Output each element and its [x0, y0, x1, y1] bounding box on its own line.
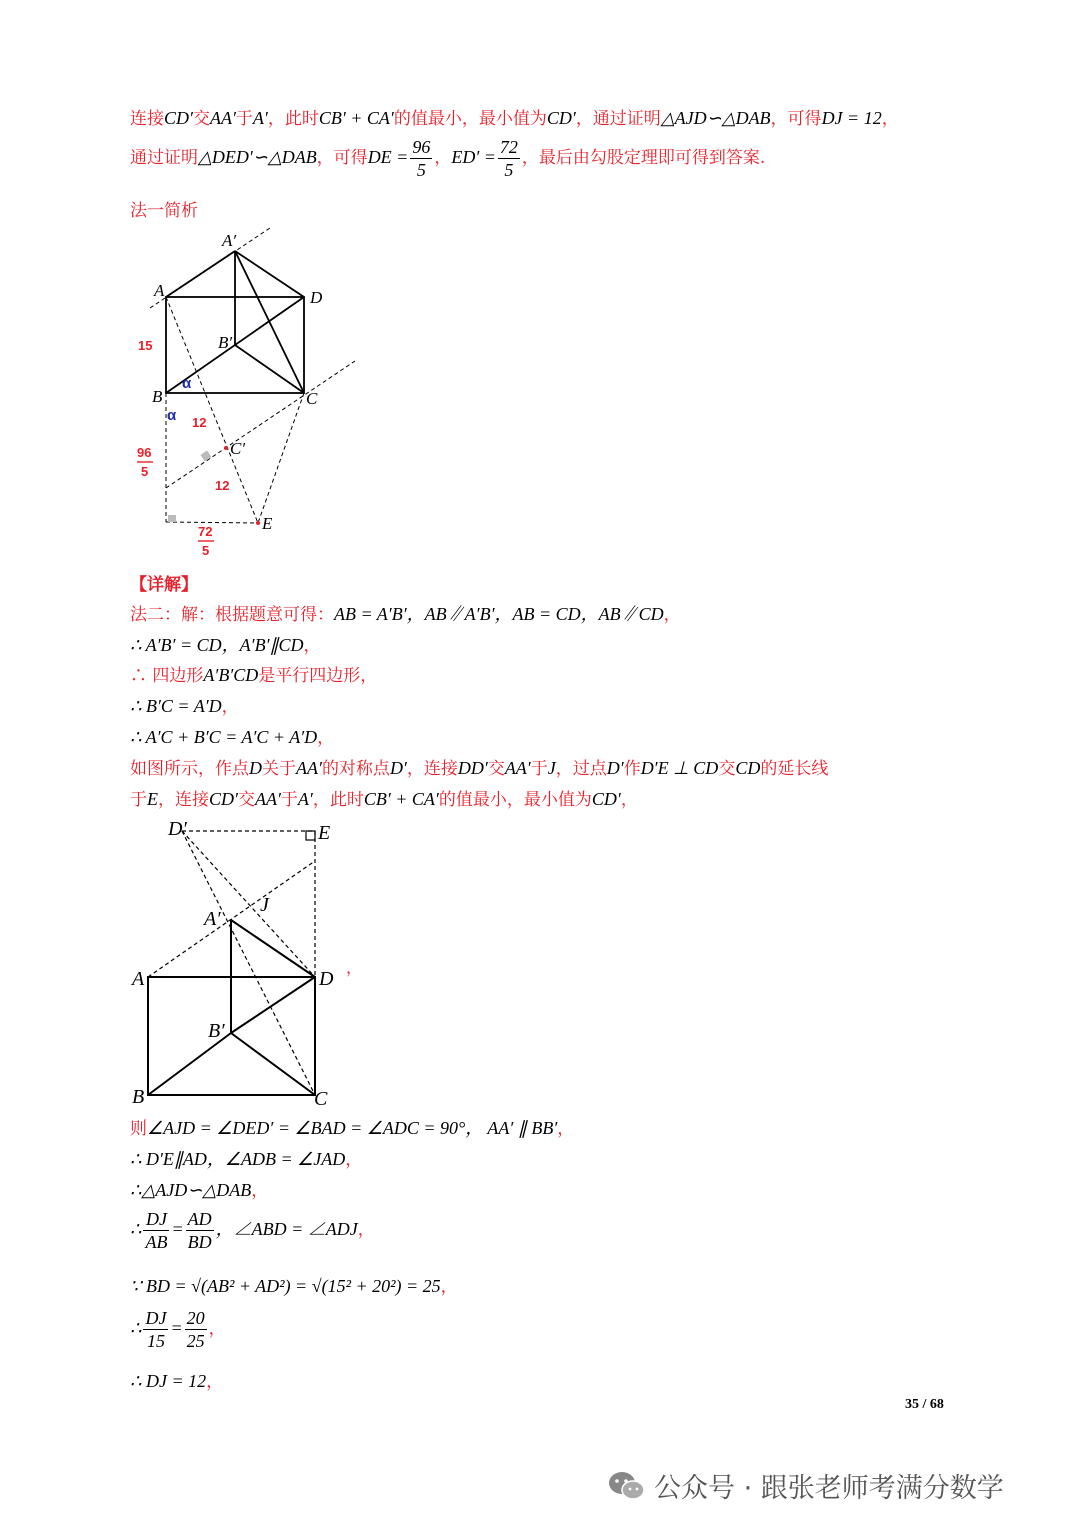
analysis-line-2: 通过证明△DED′∽△DAB，可得DE = $\frac{96}{5}$ ，ED′ = $\frac{72}{5}$ ，最后由勾股定理即可得到答案.: [130, 137, 766, 180]
fig1-length-ed-num: 72: [198, 524, 213, 539]
fig1-label-c-prime: C′: [230, 439, 246, 458]
detail-heading: 【详解】: [130, 575, 198, 595]
solution-line-1: 法二：解：根据题意可得：AB = A′B′，AB∥A′B′，AB = CD，AB∥CD，: [130, 604, 681, 625]
fig2-label-a-prime: A′: [204, 908, 221, 930]
fig1-label-d: D: [310, 288, 323, 307]
solution-line-13: ∴ $\frac{DJ}{15}$ = $\frac{20}{25}$ ，: [130, 1308, 226, 1351]
fig1-label-b: B: [152, 387, 163, 406]
fig1-length-de-num: 96: [137, 445, 152, 460]
fig2-label-a: A: [132, 968, 145, 990]
method-one-title: 法一简析: [130, 201, 198, 221]
solution-line-12: ∵ BD = √(AB² + AD²) = √(15² + 20²) = 25，: [130, 1276, 458, 1297]
figure-method-two: [130, 815, 370, 1110]
fig1-label-a-prime: A′: [222, 231, 237, 250]
footer-watermark: [608, 1466, 1004, 1505]
page-number: 35 / 68: [905, 1397, 944, 1412]
fig2-label-b: B: [132, 1086, 145, 1108]
analysis-line-1: 连接CD′交AA′于A′，此时CB′ + CA′的值最小，最小值为CD′，通过证明△AJD∽△DAB，可得DJ = 12，: [130, 108, 899, 129]
fig1-label-e: E: [262, 514, 273, 533]
solution-line-2: ∴ A′B′ = CD，A′B′∥CD，: [130, 635, 321, 656]
fig1-length-cc1: 12: [215, 478, 230, 493]
fig2-label-j: J: [260, 894, 269, 916]
fig2-label-e: E: [318, 822, 331, 844]
fig2-label-c: C: [314, 1088, 328, 1110]
solution-line-6: 如图所示，作点D关于AA′的对称点D′，连接DD′交AA′于J，过点D′作D′E ⊥ CD交CD的延长线: [130, 758, 829, 779]
solution-line-4: ∴ B′C = A′D，: [130, 696, 239, 717]
fig1-label-b-prime: B′: [218, 333, 233, 352]
fig2-label-b-prime: B′: [208, 1020, 225, 1042]
solution-line-7: 于E，连接CD′交AA′于A′，此时CB′ + CA′的值最小，最小值为CD′，: [130, 789, 638, 810]
wechat-icon: [608, 1470, 646, 1502]
solution-line-10: ∴△AJD∽△DAB，: [130, 1180, 269, 1201]
fraction-ed: $\frac{72}{5}$: [499, 137, 518, 180]
fig1-length-ab: 15: [138, 338, 153, 353]
fig1-angle-alpha-1: α: [182, 375, 192, 392]
solution-line-3: ∴ 四边形A′B′CD是平行四边形，: [130, 665, 378, 686]
fig1-angle-alpha-2: α: [167, 407, 177, 424]
fig2-label-d-prime: D′: [168, 818, 187, 840]
fig1-label-c: C: [306, 389, 318, 408]
fig1-length-ed-den: 5: [202, 543, 210, 558]
solution-line-14: ∴ DJ = 12，: [130, 1371, 224, 1392]
footer-text: 公众号 · 跟张老师考满分数学: [654, 1473, 1004, 1504]
fraction-de: $\frac{96}{5}$: [412, 137, 431, 180]
solution-line-11: ∴ $\frac{DJ}{AB}$ = $\frac{AD}{BD}$ ，∠ABD = ∠ADJ，: [130, 1209, 375, 1252]
solution-line-5: ∴ A′C + B′C = A′C + A′D，: [130, 727, 335, 748]
solution-line-9: ∴ D′E∥AD，∠ADB = ∠JAD，: [130, 1149, 363, 1170]
fig2-label-d: D: [319, 968, 334, 990]
fig1-length-bc1: 12: [192, 415, 207, 430]
figure-method-one: [130, 228, 370, 568]
solution-line-8: 则∠AJD = ∠DED′ = ∠BAD = ∠ADC = 90°， AA′ ∥ BB′，: [130, 1118, 575, 1139]
fig2-comma: ，: [346, 958, 363, 977]
fig1-label-a: A: [154, 281, 165, 300]
fig1-length-de-den: 5: [141, 464, 149, 479]
